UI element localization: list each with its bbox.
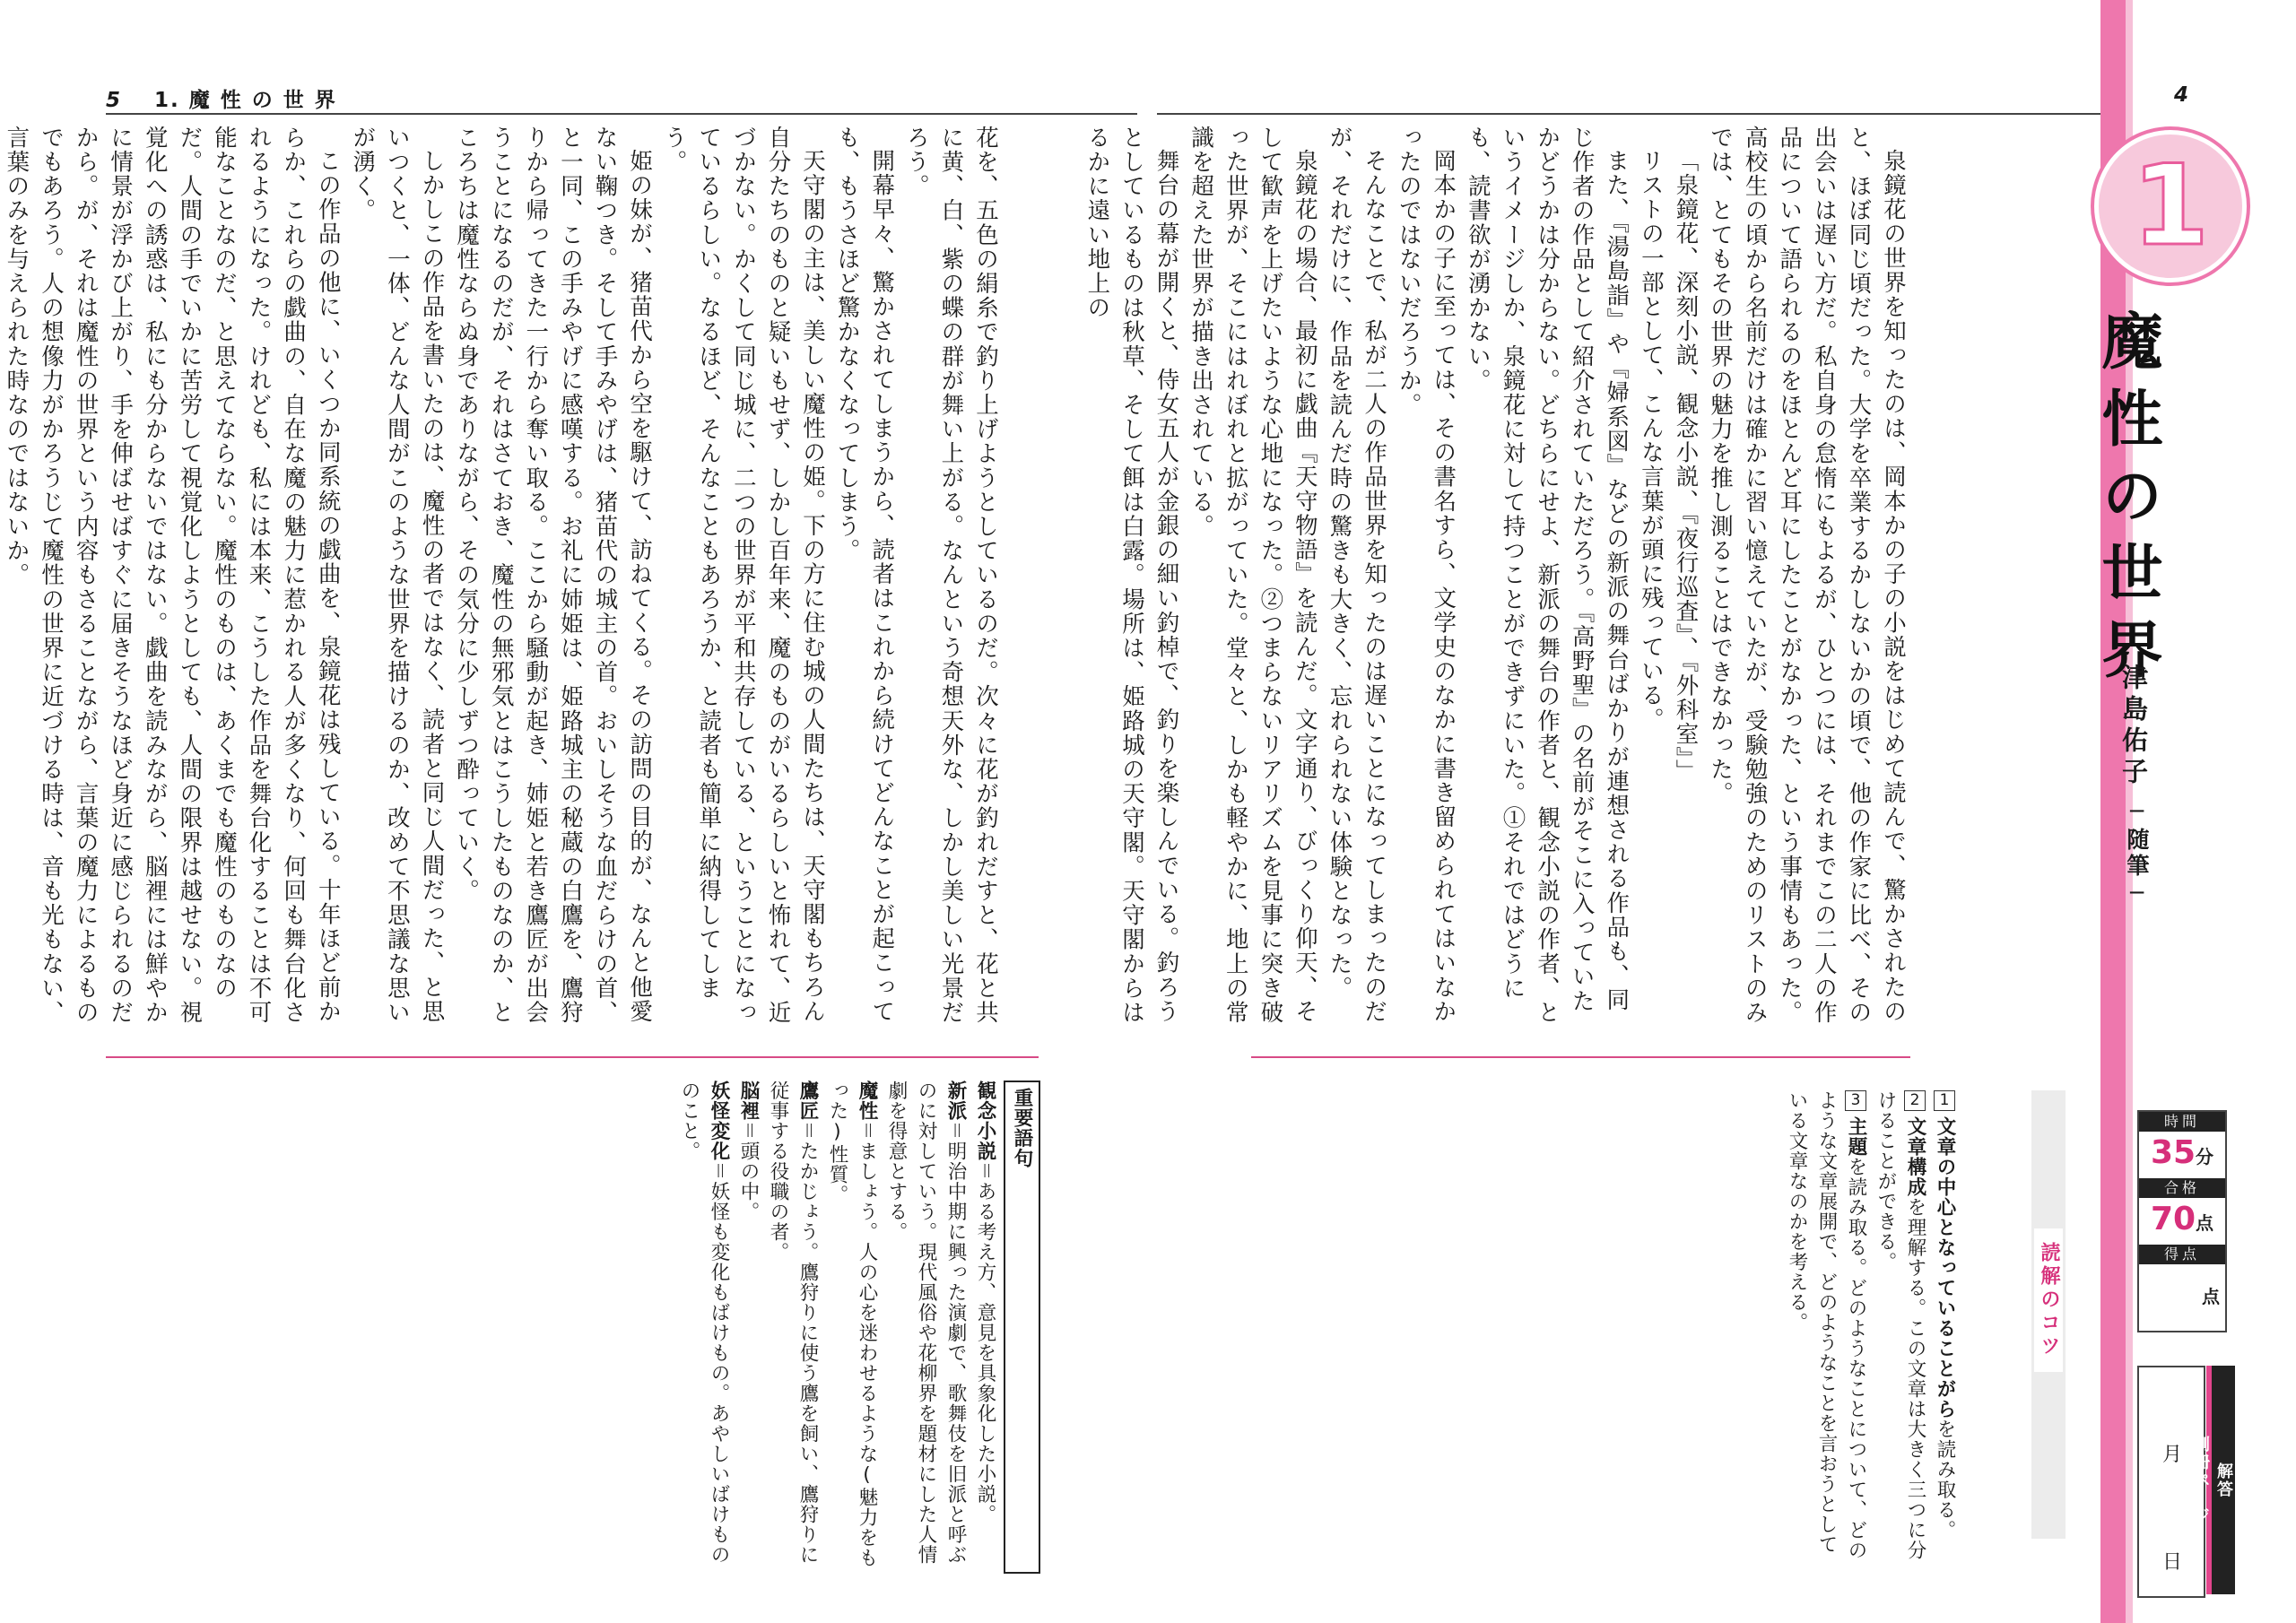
paragraph: また、『湯島詣』や『婦系図』などの新派の舞台ばかりが連想される作品も、同じ作者の作品として紹介されていただろう。『高野聖』の名前がそこに入っていたかどうかは分からない。どちらにせよ、新派の舞台の作者と、観念小説の作者、というイメージしか、泉鏡花に対して持つことができずにいた。①それではどうにも、読書欲が湧かない。 — [1464, 126, 1631, 1025]
glossary-entry: 観念小説＝ある考え方、意見を具象化した小説。 — [974, 1081, 996, 1524]
pass-label: 合格 — [2139, 1178, 2225, 1198]
lesson-number: 1 — [2131, 142, 2210, 271]
glossary-entry: 鷹匠＝たかじょう。鷹狩りに使う鷹を飼い、鷹狩りに従事する役職の者。 — [767, 1081, 819, 1565]
pass-value: 70点 — [2150, 1201, 2214, 1237]
left-running-title: 1. 魔 性 の 世 界 — [154, 89, 337, 112]
tips-heading: 読解のコツ — [2034, 1228, 2063, 1372]
paragraph: 花を、五色の絹糸で釣り上げようとしているのだ。次々に花が釣れだすと、花と共に黄、白、紫の蝶の群が舞い上がる。なんという奇想天外な、しかし美しい光景だろう。 — [902, 126, 999, 1025]
genre-label: ─随筆─ — [2124, 798, 2150, 909]
tip-item: 2文章構成を理解する。この文章は大きく三つに分けることができる。 — [1874, 1090, 1926, 1560]
answer-tab-label: 解答 — [2212, 1366, 2235, 1594]
paragraph: 泉鏡花の場合、最初に戯曲『天守物語』を読んだ。文字通り、びっくり仰天、そして歓声を上げたいような心地になった。②つまらないリアリズムを見事に突き破った世界が、そこにはれぼれと拡がっていた。堂々と、しかも軽やかに、地上の常識を超えた世界が描き出されている。 — [1187, 126, 1318, 1025]
month-label: 月 — [2162, 1444, 2183, 1466]
glossary-heading: 重要語句 — [1004, 1081, 1040, 1574]
paragraph: 舞台の幕が開くと、侍女五人が金銀の細い釣棹で、釣りを楽しんでいる。釣ろうとしているものは秋草、そして餌は白露。場所は、姫路城の天守閣。天守閣からはるかに遠い地上の — [1083, 126, 1180, 1025]
score-label: 得点 — [2139, 1245, 2225, 1264]
glossary-entry: 妖怪変化＝妖怪も変化もばけもの。あやしいばけもののこと。 — [678, 1081, 730, 1565]
right-body-text — [1083, 126, 1910, 1031]
paragraph: 泉鏡花の世界を知ったのは、岡本かの子の小説をはじめて読んで、驚かされたのと、ほぼ同じ頃だった。大学を卒業するかしないかの頃で、他の作家に比べ、その出会いは遅い方だ。私自身の怠惰にもよるが、ひとつには、それまでこの二人の作品について語られるのをほとんど耳にしたことがなかった、という事情もあった。高校生の頃から名前だけは確かに習い憶えていたが、受験勉強のためのリストのみでは、とてもその世界の魅力を推し測ることはできなかった。 — [1707, 126, 1907, 1025]
paragraph: しかしこの作品を書いたのは、魔性の者ではなく、読者と同じ人間だった、と思いつくと、一体、どんな人間がこのような世界を描けるのか、改めて不思議な思いが湧く。 — [349, 126, 446, 1025]
score-box — [2137, 1110, 2227, 1332]
reading-tips — [1753, 1090, 1960, 1566]
glossary-entry: 新派＝明治中期に興った演劇で、歌舞伎を旧派と呼ぶのに対していう。現代風俗や花柳界を題材にした人情劇を得意とする。 — [885, 1081, 967, 1565]
left-page-number: 5 — [106, 89, 123, 112]
left-running-header — [106, 83, 337, 113]
right-page-number: 4 — [2174, 83, 2189, 107]
left-section-rule — [106, 1056, 1039, 1058]
paragraph: 開幕早々、驚かされてしまうから、読者はこれから続けてどんなことが起こっても、もうさほど驚かなくなってしまう。 — [833, 126, 896, 1024]
page-title: 魔性の世界 — [2092, 309, 2162, 695]
tip-item: 1文章の中心となっていることがらを読み取る。 — [1934, 1091, 1956, 1541]
paragraph: リストの一部として、こんな言葉が頭に残っている。 — [1637, 148, 1665, 732]
tip-item: 3主題を読み取る。どのようなことについて、どのような文章展開で、どのようなことを言おうとしている文章なのかを考える。 — [1786, 1090, 1867, 1560]
paragraph: 姫の妹が、猪苗代から空を駆けて、訪ねてくる。その訪問の目的が、なんと他愛ない鞠つき。そして手みやげは、猪苗代の城主の首。おいしそうな血だらけの首、と一同、この手みやげに感嘆する。お礼に姉姫は、姫路城主の秘蔵の白鷹を、鷹狩りから帰ってきた一行から奪い取る。ここから騒動が起き、姉姫と若き鷹匠が出会うことになるのだが、それはさておき、魔性の無邪気とはこうしたものなのか、ところちは魔性ならぬ身でありながら、その気分に少しずつ酔っていく。 — [453, 126, 654, 1025]
glossary-entry: 脳裡＝頭の中。 — [737, 1081, 760, 1222]
score-unit: 点 — [2202, 1286, 2220, 1307]
day-label: 日 — [2162, 1551, 2183, 1574]
paragraph: 岡本かの子に至っては、その書名すら、文学史のなかに書き留められてはいなかったのではないだろうか。 — [1395, 126, 1457, 1024]
left-header-rule — [106, 113, 1137, 115]
author-name: 津島佑子 — [2118, 664, 2149, 789]
answer-tab — [2191, 1366, 2235, 1594]
paragraph: そんなことで、私が二人の作品世界を知ったのは遅いことになってしまったのだが、それだけに、作品を読んだ時の驚きも大きく、忘れられない体験となった。 — [1326, 126, 1388, 1024]
quoted-list: 「泉鏡花、深刻小説、観念小説、『夜行巡査』、『外科室』」 — [1672, 148, 1700, 784]
right-header-rule — [1157, 113, 2108, 115]
paragraph: 天守閣の主は、美しい魔性の姫。下の方に住む城の人間たちは、天守閣もちろん自分たちのものと疑いもせず、しかし百年来、魔のものがいるらしいと怖れて、近づかない。かくして同じ城に、二つの世界が平和共存している、ということになっているらしい。なるほど、そんなこともあろうか、と読者も簡単に納得してしまう。 — [660, 126, 827, 1025]
time-label: 時間 — [2139, 1112, 2225, 1132]
right-section-rule — [1251, 1056, 1910, 1058]
time-value: 35分 — [2150, 1134, 2214, 1171]
paragraph: この作品の他に、いくつか同系統の戯曲を、泉鏡花は残している。十年ほど前からか、これらの戯曲の、自在な魔の魅力に惹かれる人が多くなり、何回も舞台化されるようになった。けれども、私には本来、こうした作品を舞台化することは不可能なことなのだ、と思えてならない。魔性のものは、あくまでも魔性のものなのだ。人間の手でいかに苦労して視覚化しようとしても、人間の限界は越せない。視覚化への誘惑は、私にも分からないではない。戯曲を読みながら、脳裡には鮮やかに情景が浮かび上がり、手を伸ばせばすぐに届きそうなほど身近に感じられるのだから。が、それは魔性の世界という内容もさることながら、言葉の魔力によるものでもあろう。人の想像力がかろうじて魔性の世界に近づける時は、音も光もない、言葉のみを与えられた時なのではないか。 — [3, 126, 342, 1025]
answer-tab-text: 別冊ページ — [2191, 1435, 2210, 1525]
glossary-entry: 魔性＝ましょう。人の心を迷わせるような(魅力をもった)性質。 — [826, 1081, 878, 1568]
glossary — [646, 1081, 1040, 1583]
left-body-text — [3, 126, 1003, 1031]
